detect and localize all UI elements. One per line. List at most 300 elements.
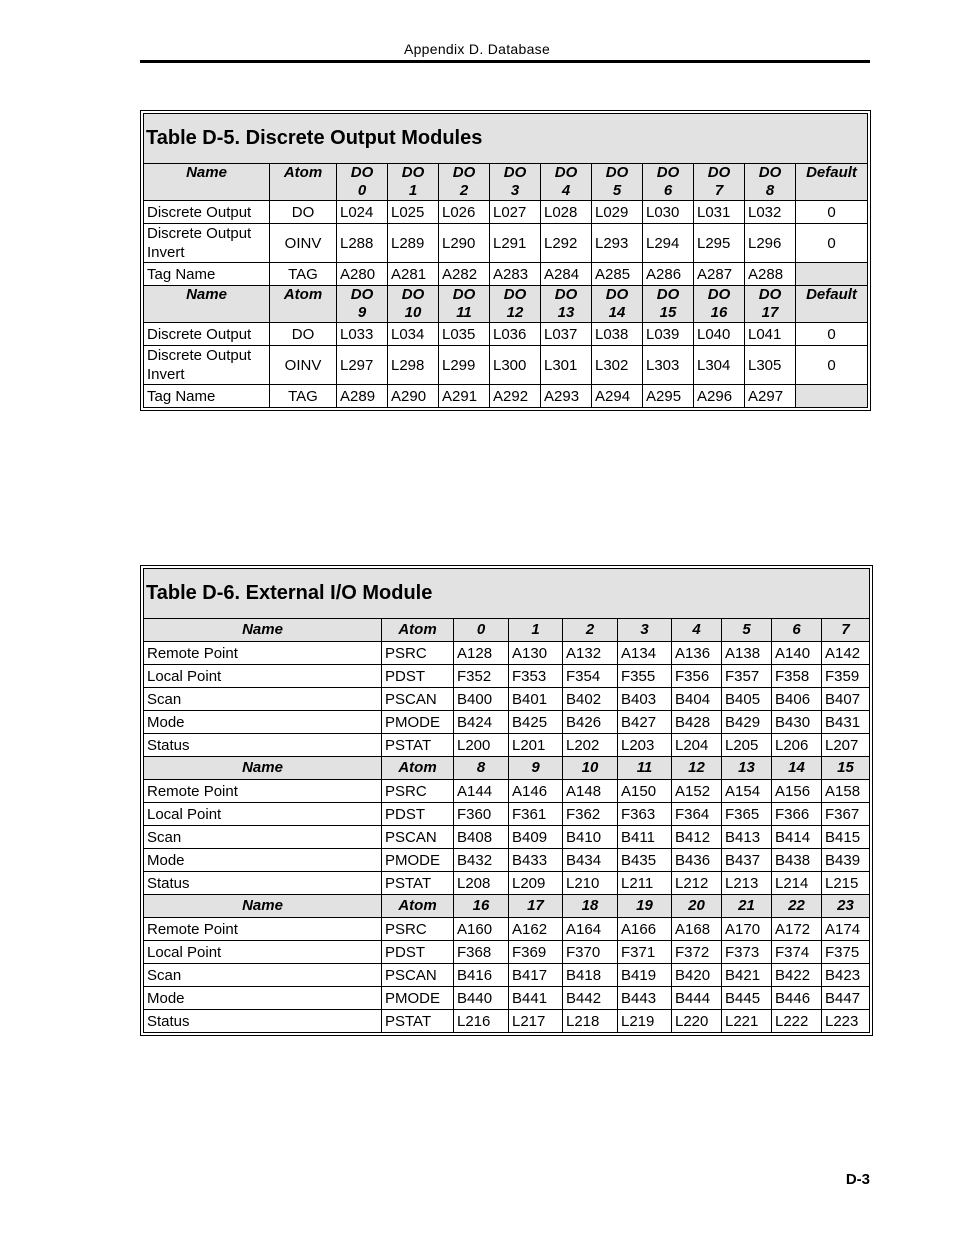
- table-cell: L031: [694, 201, 745, 224]
- cell-line: 6: [663, 182, 673, 199]
- table-cell: L034: [388, 323, 439, 346]
- table-cell: F362: [563, 803, 618, 826]
- table-row: [144, 918, 870, 941]
- cell-line: 3: [510, 182, 520, 199]
- table-cell: L223: [822, 1010, 870, 1033]
- header-rule: [140, 60, 870, 63]
- table-cell: A146: [509, 780, 563, 803]
- table-cell: B417: [509, 964, 563, 987]
- table-cell: B420: [672, 964, 722, 987]
- table-cell: L294: [643, 224, 694, 263]
- table-cell: B435: [618, 849, 672, 872]
- table-cell: B443: [618, 987, 672, 1010]
- table-cell: B434: [563, 849, 618, 872]
- table-cell: L220: [672, 1010, 722, 1033]
- column-header: 2: [563, 619, 618, 642]
- table-cell: L035: [439, 323, 490, 346]
- table-row: [144, 964, 870, 987]
- cell-line: DO: [554, 286, 578, 303]
- column-header: Atom: [270, 286, 337, 323]
- table-cell: B411: [618, 826, 672, 849]
- table-cell: L290: [439, 224, 490, 263]
- table-cell: A132: [563, 642, 618, 665]
- header-row: [144, 619, 870, 642]
- table-d5-grid: [143, 113, 868, 408]
- table-row: [144, 849, 870, 872]
- cell-line: DO: [605, 286, 629, 303]
- cell-line: DO: [350, 164, 374, 181]
- table-cell: A296: [694, 385, 745, 408]
- cell-line: Discrete Output: [147, 225, 252, 242]
- table-cell: L221: [722, 1010, 772, 1033]
- column-header: 22: [772, 895, 822, 918]
- table-cell: L203: [618, 734, 672, 757]
- table-cell: B441: [509, 987, 563, 1010]
- table-cell: L300: [490, 346, 541, 385]
- row-atom: PMODE: [382, 987, 454, 1010]
- table-row: [144, 780, 870, 803]
- table-cell: B437: [722, 849, 772, 872]
- row-name: Mode: [144, 987, 382, 1010]
- table-cell: B429: [722, 711, 772, 734]
- table-cell: B418: [563, 964, 618, 987]
- row-atom: PSRC: [382, 918, 454, 941]
- row-atom: DO: [270, 323, 337, 346]
- row-atom: PSTAT: [382, 734, 454, 757]
- table-cell: B436: [672, 849, 722, 872]
- column-header: 5: [722, 619, 772, 642]
- table-cell: F374: [772, 941, 822, 964]
- cell-line: 8: [765, 182, 775, 199]
- column-header: 23: [822, 895, 870, 918]
- cell-line: DO: [707, 164, 731, 181]
- row-name: Local Point: [144, 665, 382, 688]
- cell-line: DO: [503, 164, 527, 181]
- table-d5: [140, 110, 871, 411]
- column-header: 17: [509, 895, 563, 918]
- table-cell: A291: [439, 385, 490, 408]
- table-cell: L296: [745, 224, 796, 263]
- cell-line: 17: [761, 304, 779, 321]
- cell-line: DO: [656, 286, 680, 303]
- row-name: Remote Point: [144, 780, 382, 803]
- row-default: 0: [796, 224, 868, 263]
- header-row: [144, 757, 870, 780]
- table-cell: L219: [618, 1010, 672, 1033]
- column-header: 3: [618, 619, 672, 642]
- row-atom: PDST: [382, 803, 454, 826]
- table-cell: L201: [509, 734, 563, 757]
- row-name: Scan: [144, 826, 382, 849]
- table-cell: L301: [541, 346, 592, 385]
- table-caption: Table D-6. External I/O Module: [144, 569, 870, 619]
- table-cell: A150: [618, 780, 672, 803]
- table-cell: B407: [822, 688, 870, 711]
- table-cell: L202: [563, 734, 618, 757]
- column-header: 19: [618, 895, 672, 918]
- table-cell: L218: [563, 1010, 618, 1033]
- table-row: [144, 224, 868, 263]
- column-header: Default: [796, 286, 868, 323]
- table-cell: B442: [563, 987, 618, 1010]
- row-atom: PMODE: [382, 849, 454, 872]
- table-cell: L209: [509, 872, 563, 895]
- row-atom: PDST: [382, 665, 454, 688]
- cell-line: 14: [608, 304, 626, 321]
- column-header: [439, 164, 490, 201]
- table-cell: B409: [509, 826, 563, 849]
- cell-line: DO: [401, 286, 425, 303]
- row-default: [796, 385, 868, 408]
- table-cell: L298: [388, 346, 439, 385]
- cell-line: 15: [659, 304, 677, 321]
- column-header: Name: [144, 286, 270, 323]
- row-atom: PDST: [382, 941, 454, 964]
- column-header: [643, 286, 694, 323]
- column-header: 6: [772, 619, 822, 642]
- row-name: Local Point: [144, 941, 382, 964]
- table-cell: F368: [454, 941, 509, 964]
- table-cell: A144: [454, 780, 509, 803]
- column-header: [745, 286, 796, 323]
- column-header: Name: [144, 619, 382, 642]
- table-cell: A294: [592, 385, 643, 408]
- header-row: [144, 164, 868, 201]
- table-cell: F373: [722, 941, 772, 964]
- table-cell: A285: [592, 263, 643, 286]
- table-cell: B405: [722, 688, 772, 711]
- table-cell: L208: [454, 872, 509, 895]
- cell-line: 11: [456, 304, 472, 321]
- table-cell: L040: [694, 323, 745, 346]
- table-cell: L037: [541, 323, 592, 346]
- table-cell: F375: [822, 941, 870, 964]
- column-header: 4: [672, 619, 722, 642]
- table-caption: Table D-5. Discrete Output Modules: [144, 114, 868, 164]
- column-header: [439, 286, 490, 323]
- row-name: Remote Point: [144, 642, 382, 665]
- cell-line: Discrete Output: [147, 325, 252, 343]
- table-cell: B444: [672, 987, 722, 1010]
- cell-line: 9: [357, 304, 367, 321]
- table-cell: L215: [822, 872, 870, 895]
- row-name: Remote Point: [144, 918, 382, 941]
- table-cell: L295: [694, 224, 745, 263]
- cell-line: 12: [506, 304, 524, 321]
- table-row: [144, 734, 870, 757]
- column-header: 11: [618, 757, 672, 780]
- table-cell: A148: [563, 780, 618, 803]
- row-name: [144, 346, 270, 385]
- table-cell: L029: [592, 201, 643, 224]
- cell-line: 13: [557, 304, 575, 321]
- table-cell: F358: [772, 665, 822, 688]
- table-cell: F366: [772, 803, 822, 826]
- table-cell: F352: [454, 665, 509, 688]
- row-atom: PSRC: [382, 642, 454, 665]
- cell-line: DO: [758, 286, 782, 303]
- table-cell: F370: [563, 941, 618, 964]
- table-cell: A174: [822, 918, 870, 941]
- table-row: [144, 263, 868, 286]
- row-name: Scan: [144, 688, 382, 711]
- table-cell: L297: [337, 346, 388, 385]
- table-cell: F359: [822, 665, 870, 688]
- row-atom: PSCAN: [382, 826, 454, 849]
- column-header: [592, 286, 643, 323]
- column-header: [541, 164, 592, 201]
- table-cell: A152: [672, 780, 722, 803]
- row-atom: OINV: [270, 224, 337, 263]
- table-cell: F357: [722, 665, 772, 688]
- column-header: Default: [796, 164, 868, 201]
- table-cell: L304: [694, 346, 745, 385]
- table-row: [144, 346, 868, 385]
- table-cell: L211: [618, 872, 672, 895]
- cell-line: DO: [707, 286, 731, 303]
- table-cell: L289: [388, 224, 439, 263]
- row-atom: PSRC: [382, 780, 454, 803]
- column-header: 14: [772, 757, 822, 780]
- row-name: [144, 263, 270, 286]
- column-header: [388, 286, 439, 323]
- cell-line: Tag Name: [147, 265, 216, 283]
- table-cell: A130: [509, 642, 563, 665]
- row-name: Mode: [144, 849, 382, 872]
- table-cell: F354: [563, 665, 618, 688]
- table-cell: L024: [337, 201, 388, 224]
- table-cell: L041: [745, 323, 796, 346]
- table-cell: A290: [388, 385, 439, 408]
- table-cell: B431: [822, 711, 870, 734]
- cell-line: DO: [554, 164, 578, 181]
- table-cell: B413: [722, 826, 772, 849]
- cell-line: Tag Name: [147, 387, 216, 405]
- table-cell: B415: [822, 826, 870, 849]
- cell-line: 7: [714, 182, 724, 199]
- table-row: [144, 987, 870, 1010]
- row-atom: PMODE: [382, 711, 454, 734]
- cell-line: 10: [404, 304, 422, 321]
- table-cell: F364: [672, 803, 722, 826]
- row-default: 0: [796, 323, 868, 346]
- table-row: [144, 711, 870, 734]
- table-cell: B419: [618, 964, 672, 987]
- table-cell: A284: [541, 263, 592, 286]
- table-d6-grid: [143, 568, 870, 1033]
- table-cell: B427: [618, 711, 672, 734]
- table-cell: L293: [592, 224, 643, 263]
- table-cell: A287: [694, 263, 745, 286]
- row-default: 0: [796, 346, 868, 385]
- row-name: Local Point: [144, 803, 382, 826]
- table-cell: B447: [822, 987, 870, 1010]
- table-cell: B445: [722, 987, 772, 1010]
- table-cell: A281: [388, 263, 439, 286]
- table-cell: L288: [337, 224, 388, 263]
- column-header: [337, 286, 388, 323]
- table-cell: F367: [822, 803, 870, 826]
- column-header: 13: [722, 757, 772, 780]
- cell-line: 16: [710, 304, 728, 321]
- table-cell: B416: [454, 964, 509, 987]
- table-cell: A297: [745, 385, 796, 408]
- table-cell: F361: [509, 803, 563, 826]
- column-header: Name: [144, 895, 382, 918]
- table-row: [144, 385, 868, 408]
- column-header: 1: [509, 619, 563, 642]
- header-row: [144, 895, 870, 918]
- column-header: 8: [454, 757, 509, 780]
- table-cell: L200: [454, 734, 509, 757]
- table-cell: A138: [722, 642, 772, 665]
- table-cell: L213: [722, 872, 772, 895]
- table-cell: A142: [822, 642, 870, 665]
- cell-line: DO: [758, 164, 782, 181]
- table-cell: A166: [618, 918, 672, 941]
- column-header: [490, 286, 541, 323]
- table-cell: B426: [563, 711, 618, 734]
- table-cell: F360: [454, 803, 509, 826]
- table-cell: L027: [490, 201, 541, 224]
- column-header: [541, 286, 592, 323]
- table-row: [144, 1010, 870, 1033]
- table-cell: B414: [772, 826, 822, 849]
- column-header: 12: [672, 757, 722, 780]
- table-cell: L028: [541, 201, 592, 224]
- column-header: 7: [822, 619, 870, 642]
- table-cell: B439: [822, 849, 870, 872]
- table-row: [144, 872, 870, 895]
- table-cell: B404: [672, 688, 722, 711]
- table-cell: A282: [439, 263, 490, 286]
- table-cell: B421: [722, 964, 772, 987]
- table-cell: L210: [563, 872, 618, 895]
- table-cell: L025: [388, 201, 439, 224]
- table-cell: L291: [490, 224, 541, 263]
- row-name: Mode: [144, 711, 382, 734]
- table-cell: B408: [454, 826, 509, 849]
- table-cell: B446: [772, 987, 822, 1010]
- cell-line: DO: [452, 164, 476, 181]
- row-name: Status: [144, 734, 382, 757]
- column-header: 18: [563, 895, 618, 918]
- table-cell: B438: [772, 849, 822, 872]
- row-atom: PSTAT: [382, 872, 454, 895]
- table-cell: L207: [822, 734, 870, 757]
- table-cell: A295: [643, 385, 694, 408]
- row-name: [144, 224, 270, 263]
- column-header: Name: [144, 757, 382, 780]
- cell-line: 1: [408, 182, 418, 199]
- table-cell: L033: [337, 323, 388, 346]
- table-cell: A128: [454, 642, 509, 665]
- table-cell: A140: [772, 642, 822, 665]
- cell-line: 0: [357, 182, 367, 199]
- table-cell: F371: [618, 941, 672, 964]
- table-cell: A134: [618, 642, 672, 665]
- table-cell: L217: [509, 1010, 563, 1033]
- column-header: [694, 286, 745, 323]
- table-cell: L212: [672, 872, 722, 895]
- table-cell: L216: [454, 1010, 509, 1033]
- table-row: [144, 665, 870, 688]
- page-number: D-3: [845, 1171, 870, 1188]
- row-atom: TAG: [270, 263, 337, 286]
- table-d6: [140, 565, 873, 1036]
- row-name: [144, 201, 270, 224]
- column-header: 0: [454, 619, 509, 642]
- table-cell: L206: [772, 734, 822, 757]
- table-cell: A283: [490, 263, 541, 286]
- table-cell: L038: [592, 323, 643, 346]
- row-atom: DO: [270, 201, 337, 224]
- table-row: [144, 803, 870, 826]
- table-cell: L292: [541, 224, 592, 263]
- row-atom: PSCAN: [382, 688, 454, 711]
- column-header: 10: [563, 757, 618, 780]
- cell-line: 4: [561, 182, 571, 199]
- cell-line: DO: [452, 286, 476, 303]
- table-cell: F365: [722, 803, 772, 826]
- column-header: Name: [144, 164, 270, 201]
- column-header: 20: [672, 895, 722, 918]
- header-row: [144, 286, 868, 323]
- column-header: [337, 164, 388, 201]
- table-cell: B424: [454, 711, 509, 734]
- row-atom: OINV: [270, 346, 337, 385]
- table-cell: L222: [772, 1010, 822, 1033]
- table-cell: A164: [563, 918, 618, 941]
- row-name: [144, 385, 270, 408]
- row-atom: PSTAT: [382, 1010, 454, 1033]
- table-cell: L205: [722, 734, 772, 757]
- cell-line: 2: [459, 182, 469, 199]
- table-row: [144, 323, 868, 346]
- table-cell: B433: [509, 849, 563, 872]
- table-cell: L303: [643, 346, 694, 385]
- cell-line: 5: [612, 182, 622, 199]
- table-cell: A156: [772, 780, 822, 803]
- table-cell: A136: [672, 642, 722, 665]
- table-cell: L036: [490, 323, 541, 346]
- table-cell: B406: [772, 688, 822, 711]
- cell-line: Invert: [147, 244, 185, 261]
- table-cell: A162: [509, 918, 563, 941]
- table-cell: B410: [563, 826, 618, 849]
- column-header: Atom: [270, 164, 337, 201]
- table-row: [144, 642, 870, 665]
- row-name: Scan: [144, 964, 382, 987]
- table-row: [144, 826, 870, 849]
- table-cell: L039: [643, 323, 694, 346]
- table-cell: F363: [618, 803, 672, 826]
- column-header: Atom: [382, 895, 454, 918]
- table-cell: A160: [454, 918, 509, 941]
- column-header: [592, 164, 643, 201]
- table-cell: A288: [745, 263, 796, 286]
- table-cell: F369: [509, 941, 563, 964]
- table-cell: B440: [454, 987, 509, 1010]
- column-header: Atom: [382, 757, 454, 780]
- table-row: [144, 201, 868, 224]
- table-cell: A280: [337, 263, 388, 286]
- cell-line: DO: [656, 164, 680, 181]
- table-cell: B430: [772, 711, 822, 734]
- table-cell: F372: [672, 941, 722, 964]
- table-cell: B400: [454, 688, 509, 711]
- table-cell: F356: [672, 665, 722, 688]
